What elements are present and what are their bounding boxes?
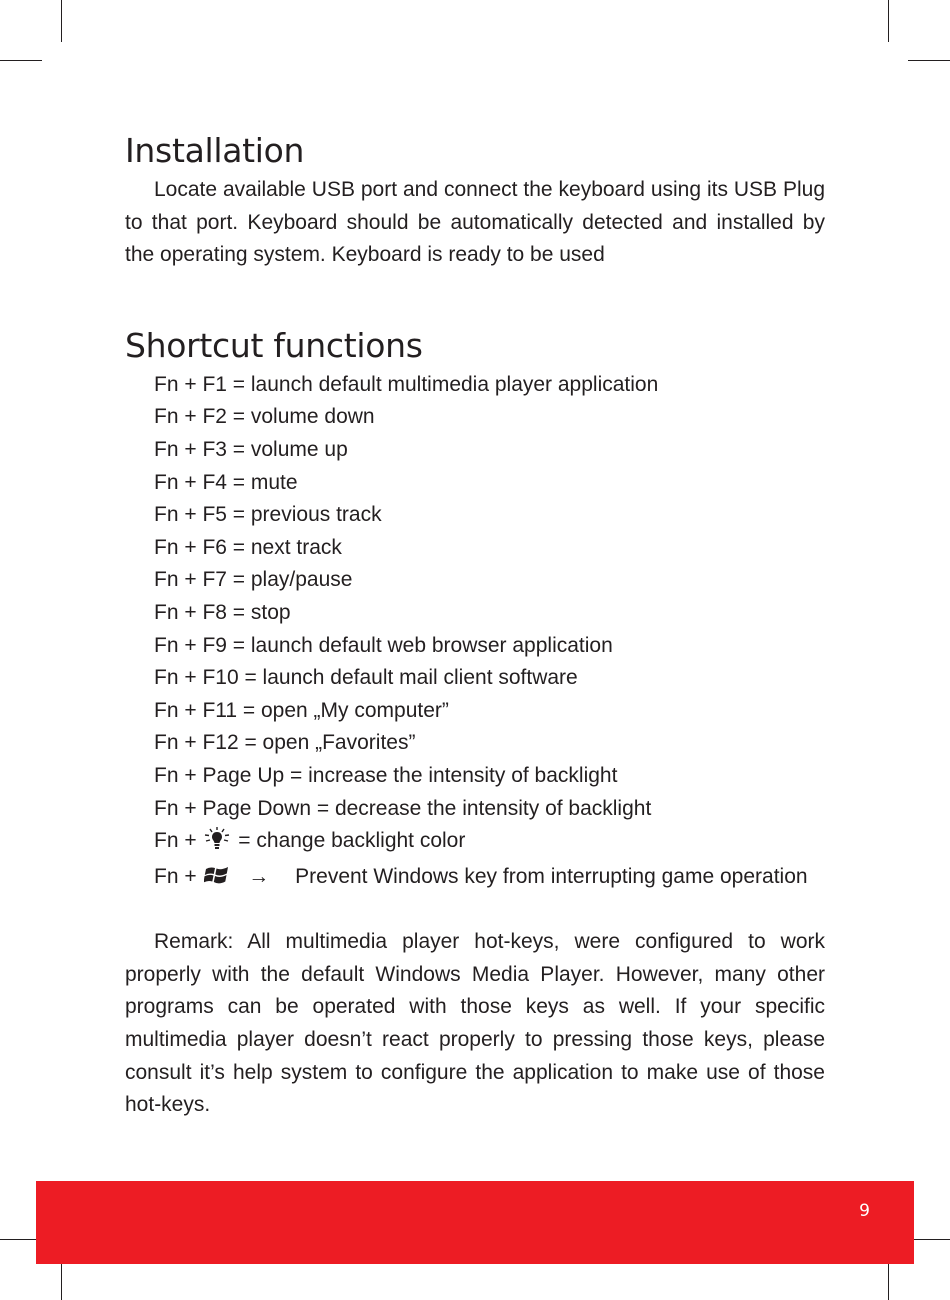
shortcut-item: Fn + F2 = volume down [154,405,375,429]
crop-mark [908,1239,950,1240]
light-bulb-icon [204,826,230,861]
crop-mark [888,0,889,42]
remark-text: Remark: All multimedia player hot-keys, were configured to work properly with the default Windows Media Player. However, many other programs can be operated with those keys as well. If your specific multimedia player doesn’t react properly to pressing those keys, please consult it’s help system to configure the application to make use of those hot-keys. [125,930,825,1117]
shortcut-item: Fn + F7 = play/pause [154,568,353,592]
crop-mark [61,0,62,42]
windows-logo-icon [204,864,230,897]
shortcut-item-windows [154,861,825,897]
backlight-text: = change backlight color [238,829,466,853]
footer-bar [36,1181,914,1264]
crop-mark [0,60,42,61]
shortcut-list [125,369,825,897]
crop-mark [908,60,950,61]
windows-prefix: Fn + [154,864,197,888]
shortcut-item: Fn + F9 = launch default web browser application [154,633,613,657]
arrow-right-icon: → [248,864,270,888]
crop-mark [888,1258,889,1300]
shortcut-item: Fn + F12 = open „Favorites” [154,731,416,755]
shortcut-item: Fn + F11 = open „My computer” [154,698,449,722]
shortcut-item: Fn + F10 = launch default mail client software [154,666,578,690]
installation-text: Locate available USB port and connect the keyboard using its USB Plug to that port. Keyboard should be automatically detected and installed by the operating system. Keyboard is ready to be used [125,178,825,267]
page-number: 9 [859,1201,870,1221]
windows-text: Prevent Windows key from interrupting game operation [295,864,808,888]
shortcuts-heading: Shortcut functions [125,325,423,365]
shortcut-item-backlight [154,825,825,861]
shortcut-item: Fn + F3 = volume up [154,437,348,461]
shortcut-item: Fn + F6 = next track [154,535,342,559]
crop-mark [61,1258,62,1300]
shortcut-item: Fn + F4 = mute [154,470,298,494]
shortcut-item: Fn + Page Up = increase the intensity of backlight [154,763,618,787]
installation-heading: Installation [125,131,305,170]
backlight-prefix: Fn + [154,829,197,853]
page-content [125,128,825,1122]
shortcut-item: Fn + F1 = launch default multimedia player application [154,372,659,396]
shortcut-item: Fn + Page Down = decrease the intensity of backlight [154,796,652,820]
shortcut-item: Fn + F5 = previous track [154,503,382,527]
shortcut-item: Fn + F8 = stop [154,600,291,624]
